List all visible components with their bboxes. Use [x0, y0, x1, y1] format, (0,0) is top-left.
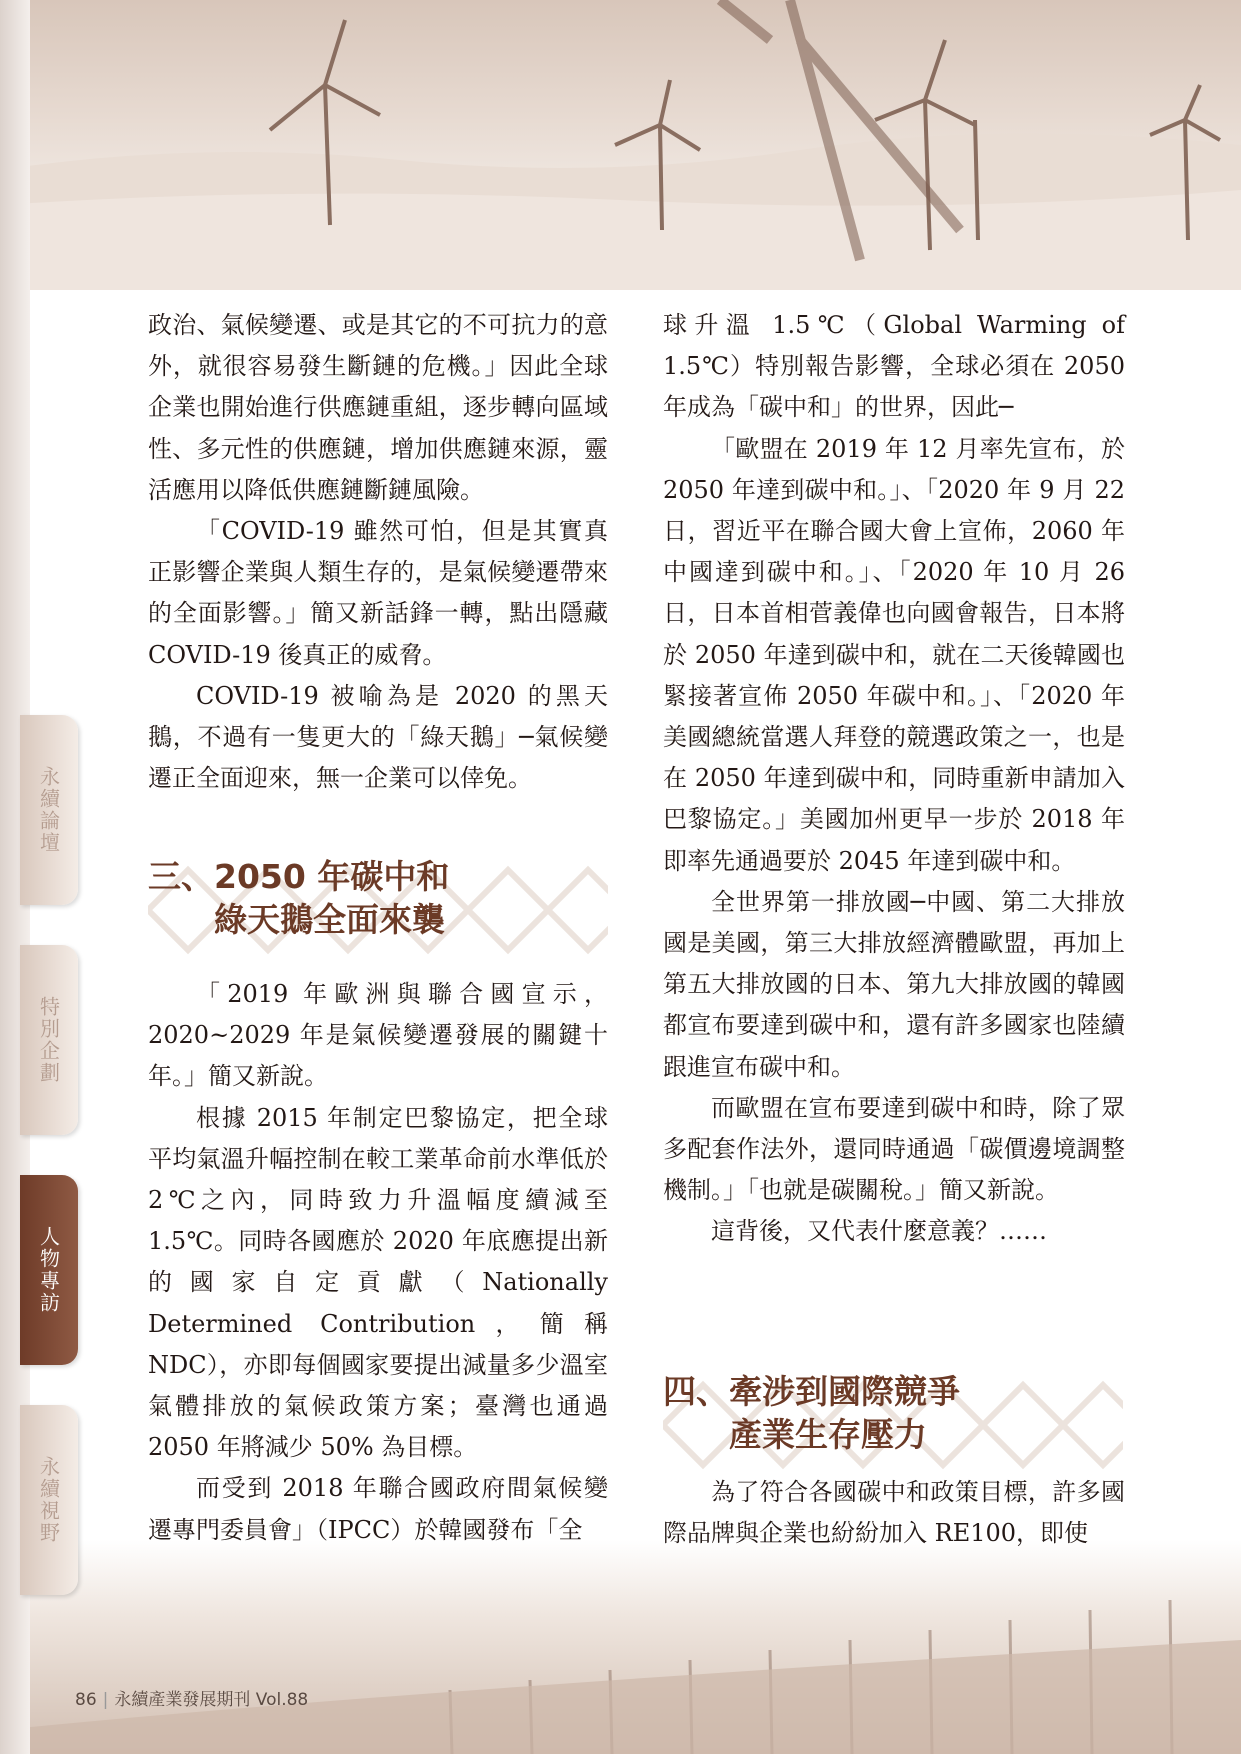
paragraph: 「歐盟在 2019 年 12 月率先宣布，於 2050 年達到碳中和。」、「2020 年 9 月 22 日，習近平在聯合國大會上宣佈，2060 年中國達到碳中和。」、「2020 年 10 月 26 日，日本首相菅義偉也向國會報告，日本將於 2050 年達到碳中和，就在二天後韓國也緊接著宣佈 2050 年碳中和。」、「2020 年美國總統當選人拜登的競選政策之一，也是在 2050 年達到碳中和，同時重新申請加入巴黎協定。」美國加州更早一步於 2018 年即率先通過要於 2045 年達到碳中和。 — [663, 434, 1125, 875]
page-number: 86 — [75, 1690, 97, 1710]
tab-sustainability-forum[interactable] — [20, 715, 78, 905]
right-column-lower — [663, 1472, 1125, 1554]
tab-label: 人物專訪 — [36, 1226, 61, 1314]
section-title-line2: 綠天鵝全面來襲 — [214, 900, 445, 939]
paragraph: 為了符合各國碳中和政策目標，許多國際品牌與企業也紛紛加入 RE100，即使 — [663, 1478, 1125, 1548]
paragraph: 而歐盟在宣布要達到碳中和時，除了眾多配套作法外，還同時通過「碳價邊境調整機制。」「也就是碳關稅。」簡又新說。 — [663, 1093, 1125, 1205]
paragraph: 政治、氣候變遷、或是其它的不可抗力的意外，就很容易發生斷鏈的危機。」因此全球企業也開始進行供應鏈重組，逐步轉向區域性、多元性的供應鏈，增加供應鏈來源，靈活應用以降低供應鏈斷鏈風險。 — [148, 311, 608, 504]
paragraph: 而受到 2018 年聯合國政府間氣候變遷專門委員會」（IPCC）於韓國發布「全 — [148, 1474, 608, 1544]
footer-banner — [0, 1540, 1241, 1754]
tab-interviews[interactable] — [20, 1175, 78, 1365]
paragraph: 根據 2015 年制定巴黎協定，把全球平均氣溫升幅控制在較工業革命前水準低於 2℃之內，同時致力升溫幅度續減至 1.5℃。同時各國應於 2020 年底應提出新的國家自定貢獻（Nationally Determined Contribution，簡稱 NDC），亦即每個國家要提出減量多少溫室氣體排放的氣候政策方案；臺灣也通過 2050 年將減少 50% 為目標。 — [148, 1103, 608, 1462]
section-heading-3 — [148, 855, 608, 965]
paragraph: 「COVID-19 雖然可怕，但是其實真正影響企業與人類生存的，是氣候變遷帶來的全面影響。」簡又新話鋒一轉，點出隱藏 COVID-19 後真正的威脅。 — [148, 517, 608, 669]
paragraph: COVID-19 被喻為是 2020 的黑天鵝，不過有一隻更大的「綠天鵝」─氣候變遷正全面迎來，無一企業可以倖免。 — [148, 681, 608, 793]
section-title-line2: 產業生存壓力 — [729, 1415, 927, 1454]
ground-illustration — [0, 1540, 1241, 1754]
paragraph: 全世界第一排放國─中國、第二大排放國是美國，第三大排放經濟體歐盟，再加上第五大排放國的日本、第九大排放國的韓國都宣布要達到碳中和，還有許多國家也陸續跟進宣布碳中和。 — [663, 887, 1125, 1081]
right-column-upper — [663, 305, 1125, 1253]
section-title-line1: 三、2050 年碳中和 — [148, 857, 450, 896]
left-column-lower — [148, 974, 608, 1551]
tab-label: 永續視野 — [36, 1456, 61, 1544]
paragraph: 「2019 年歐洲與聯合國宣示，2020~2029 年是氣候變遷發展的關鍵十年。」簡又新說。 — [148, 980, 608, 1091]
tab-special-feature[interactable] — [20, 945, 78, 1135]
paragraph: 球升溫 1.5℃（Global Warming of 1.5℃）特別報告影響，全球必須在 2050 年成為「碳中和」的世界，因此─ — [663, 311, 1125, 422]
section-title-line1: 四、牽涉到國際競爭 — [663, 1372, 960, 1411]
wind-turbine-illustration — [0, 0, 1241, 290]
paragraph: 這背後，又代表什麼意義？…… — [711, 1217, 1047, 1246]
left-column-upper — [148, 305, 608, 799]
tab-sustainability-vision[interactable] — [20, 1405, 78, 1595]
header-banner — [0, 0, 1241, 290]
page-footer: 86 | 永續產業發展期刊 Vol.88 — [75, 1690, 309, 1710]
section-heading-4 — [663, 1370, 1123, 1480]
journal-title: 永續產業發展期刊 Vol.88 — [114, 1690, 309, 1710]
tab-label: 特別企劃 — [36, 996, 61, 1084]
tab-label: 永續論壇 — [36, 766, 61, 854]
